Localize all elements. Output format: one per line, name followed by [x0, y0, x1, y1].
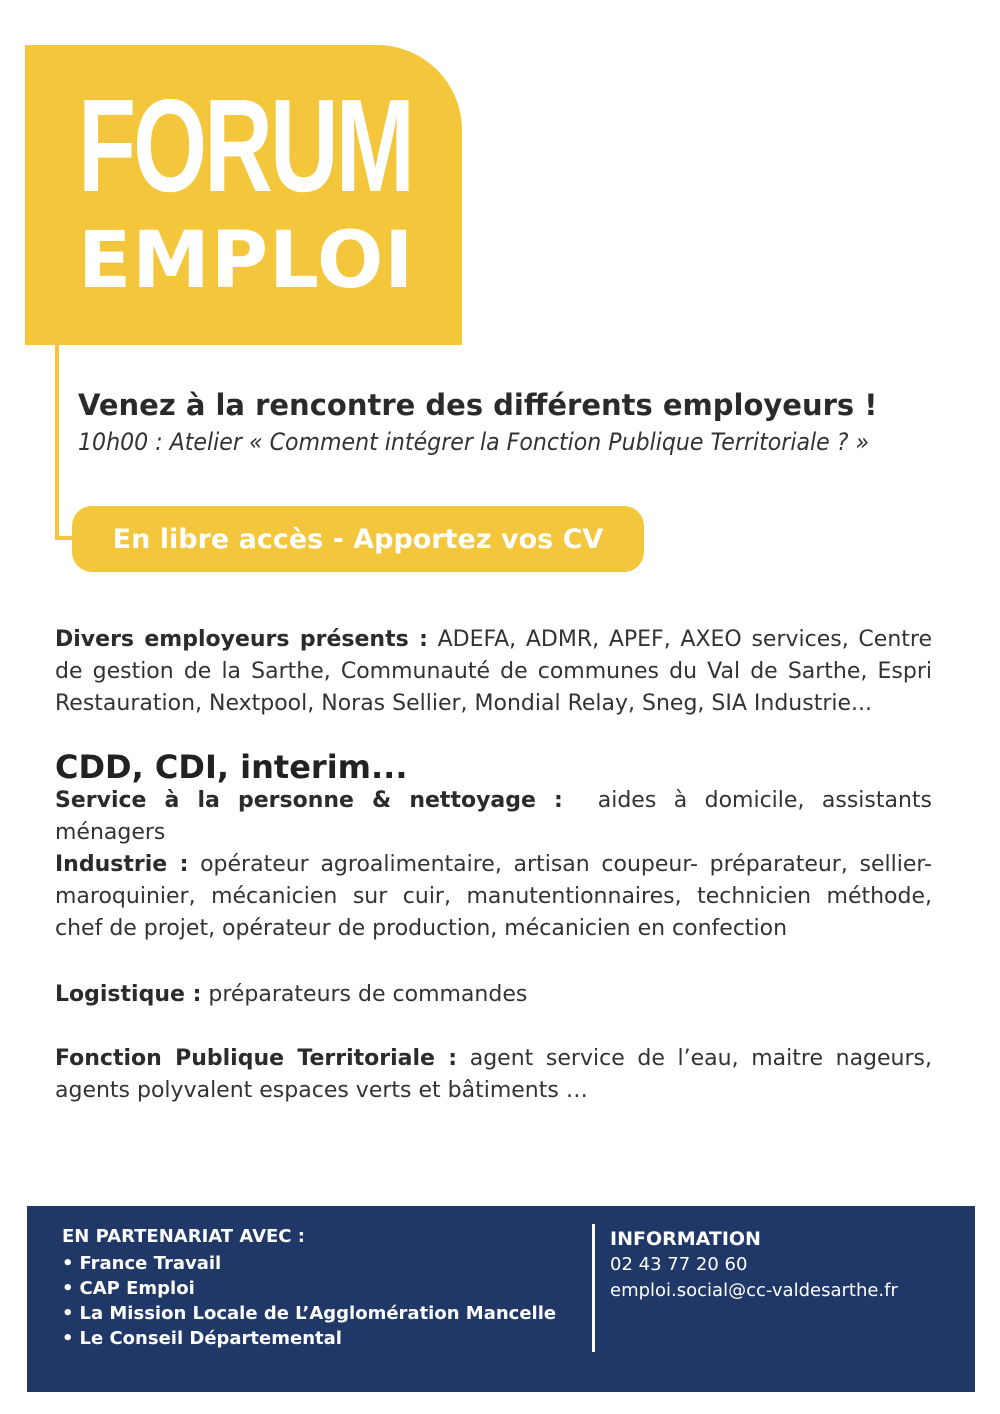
- partners-block: [62, 1226, 556, 1351]
- employers-list: ADEFA, ADMR, APEF, AXEO services, Centre de gestion de la Sarthe, Communauté de communes du Val de Sarthe, Espri Restauration, Nextpool, Noras Sellier, Mondial Relay, Sneg, SIA Industrie...: [55, 627, 932, 716]
- partner-name: Le Conseil Départemental: [79, 1328, 342, 1349]
- bullet-icon: •: [62, 1328, 74, 1349]
- footer-divider: [592, 1224, 595, 1352]
- partner-item: [62, 1301, 556, 1326]
- emploi-subtitle: EMPLOI: [78, 216, 415, 306]
- tagline: Venez à la rencontre des différents employeurs !: [78, 388, 878, 422]
- email-address: emploi.social@cc-valdesarthe.fr: [610, 1280, 898, 1301]
- sector-industrie: [55, 849, 932, 945]
- bullet-icon: •: [62, 1253, 74, 1274]
- partner-item: [62, 1276, 556, 1301]
- info-block: [610, 1226, 898, 1304]
- footer-banner: [27, 1206, 975, 1392]
- employers-label: Divers employeurs présents :: [55, 627, 428, 652]
- partners-list: [62, 1251, 556, 1351]
- partner-item: [62, 1251, 556, 1276]
- bullet-icon: •: [62, 1278, 74, 1299]
- sector-text: opérateur agroalimentaire, artisan coupeur- préparateur, sellier-maroquinier, mécanicien sur cuir, manutentionnaires, technicien méthode, chef de projet, opérateur de production, mécanicien en confection: [55, 852, 932, 941]
- sector-text: préparateurs de commandes: [208, 982, 528, 1007]
- contracts-title: CDD, CDI, interim...: [55, 748, 408, 786]
- sector-fonction-publique: [55, 1043, 932, 1107]
- connector-line-vertical: [55, 344, 59, 540]
- sector-label: Service à la personne & nettoyage :: [55, 788, 563, 813]
- sector-text: agent service de l’eau, maitre nageurs, agents polyvalent espaces verts et bâtiments …: [55, 1046, 932, 1103]
- sector-label: Industrie :: [55, 852, 189, 877]
- forum-title: FORUM: [78, 72, 413, 219]
- bullet-icon: •: [62, 1303, 74, 1324]
- partner-name: La Mission Locale de L’Agglomération Mancelle: [79, 1303, 557, 1324]
- sector-text: aides à domicile, assistants ménagers: [55, 788, 932, 845]
- sector-service: [55, 785, 932, 849]
- workshop-note: 10h00 : Atelier « Comment intégrer la Fonction Publique Territoriale ? »: [78, 428, 870, 456]
- partners-title: EN PARTENARIAT AVEC :: [62, 1226, 305, 1247]
- sector-label: Fonction Publique Territoriale :: [55, 1046, 458, 1071]
- partner-name: France Travail: [79, 1253, 222, 1274]
- sector-label: Logistique :: [55, 982, 202, 1007]
- info-title: INFORMATION: [610, 1228, 761, 1250]
- partner-item: [62, 1326, 556, 1351]
- access-badge: [72, 506, 644, 572]
- access-badge-label: En libre accès - Apportez vos CV: [112, 523, 604, 555]
- partner-name: CAP Emploi: [79, 1278, 195, 1299]
- employers-section: [55, 624, 932, 720]
- sector-logistique: [55, 979, 932, 1011]
- phone-number: 02 43 77 20 60: [610, 1254, 748, 1275]
